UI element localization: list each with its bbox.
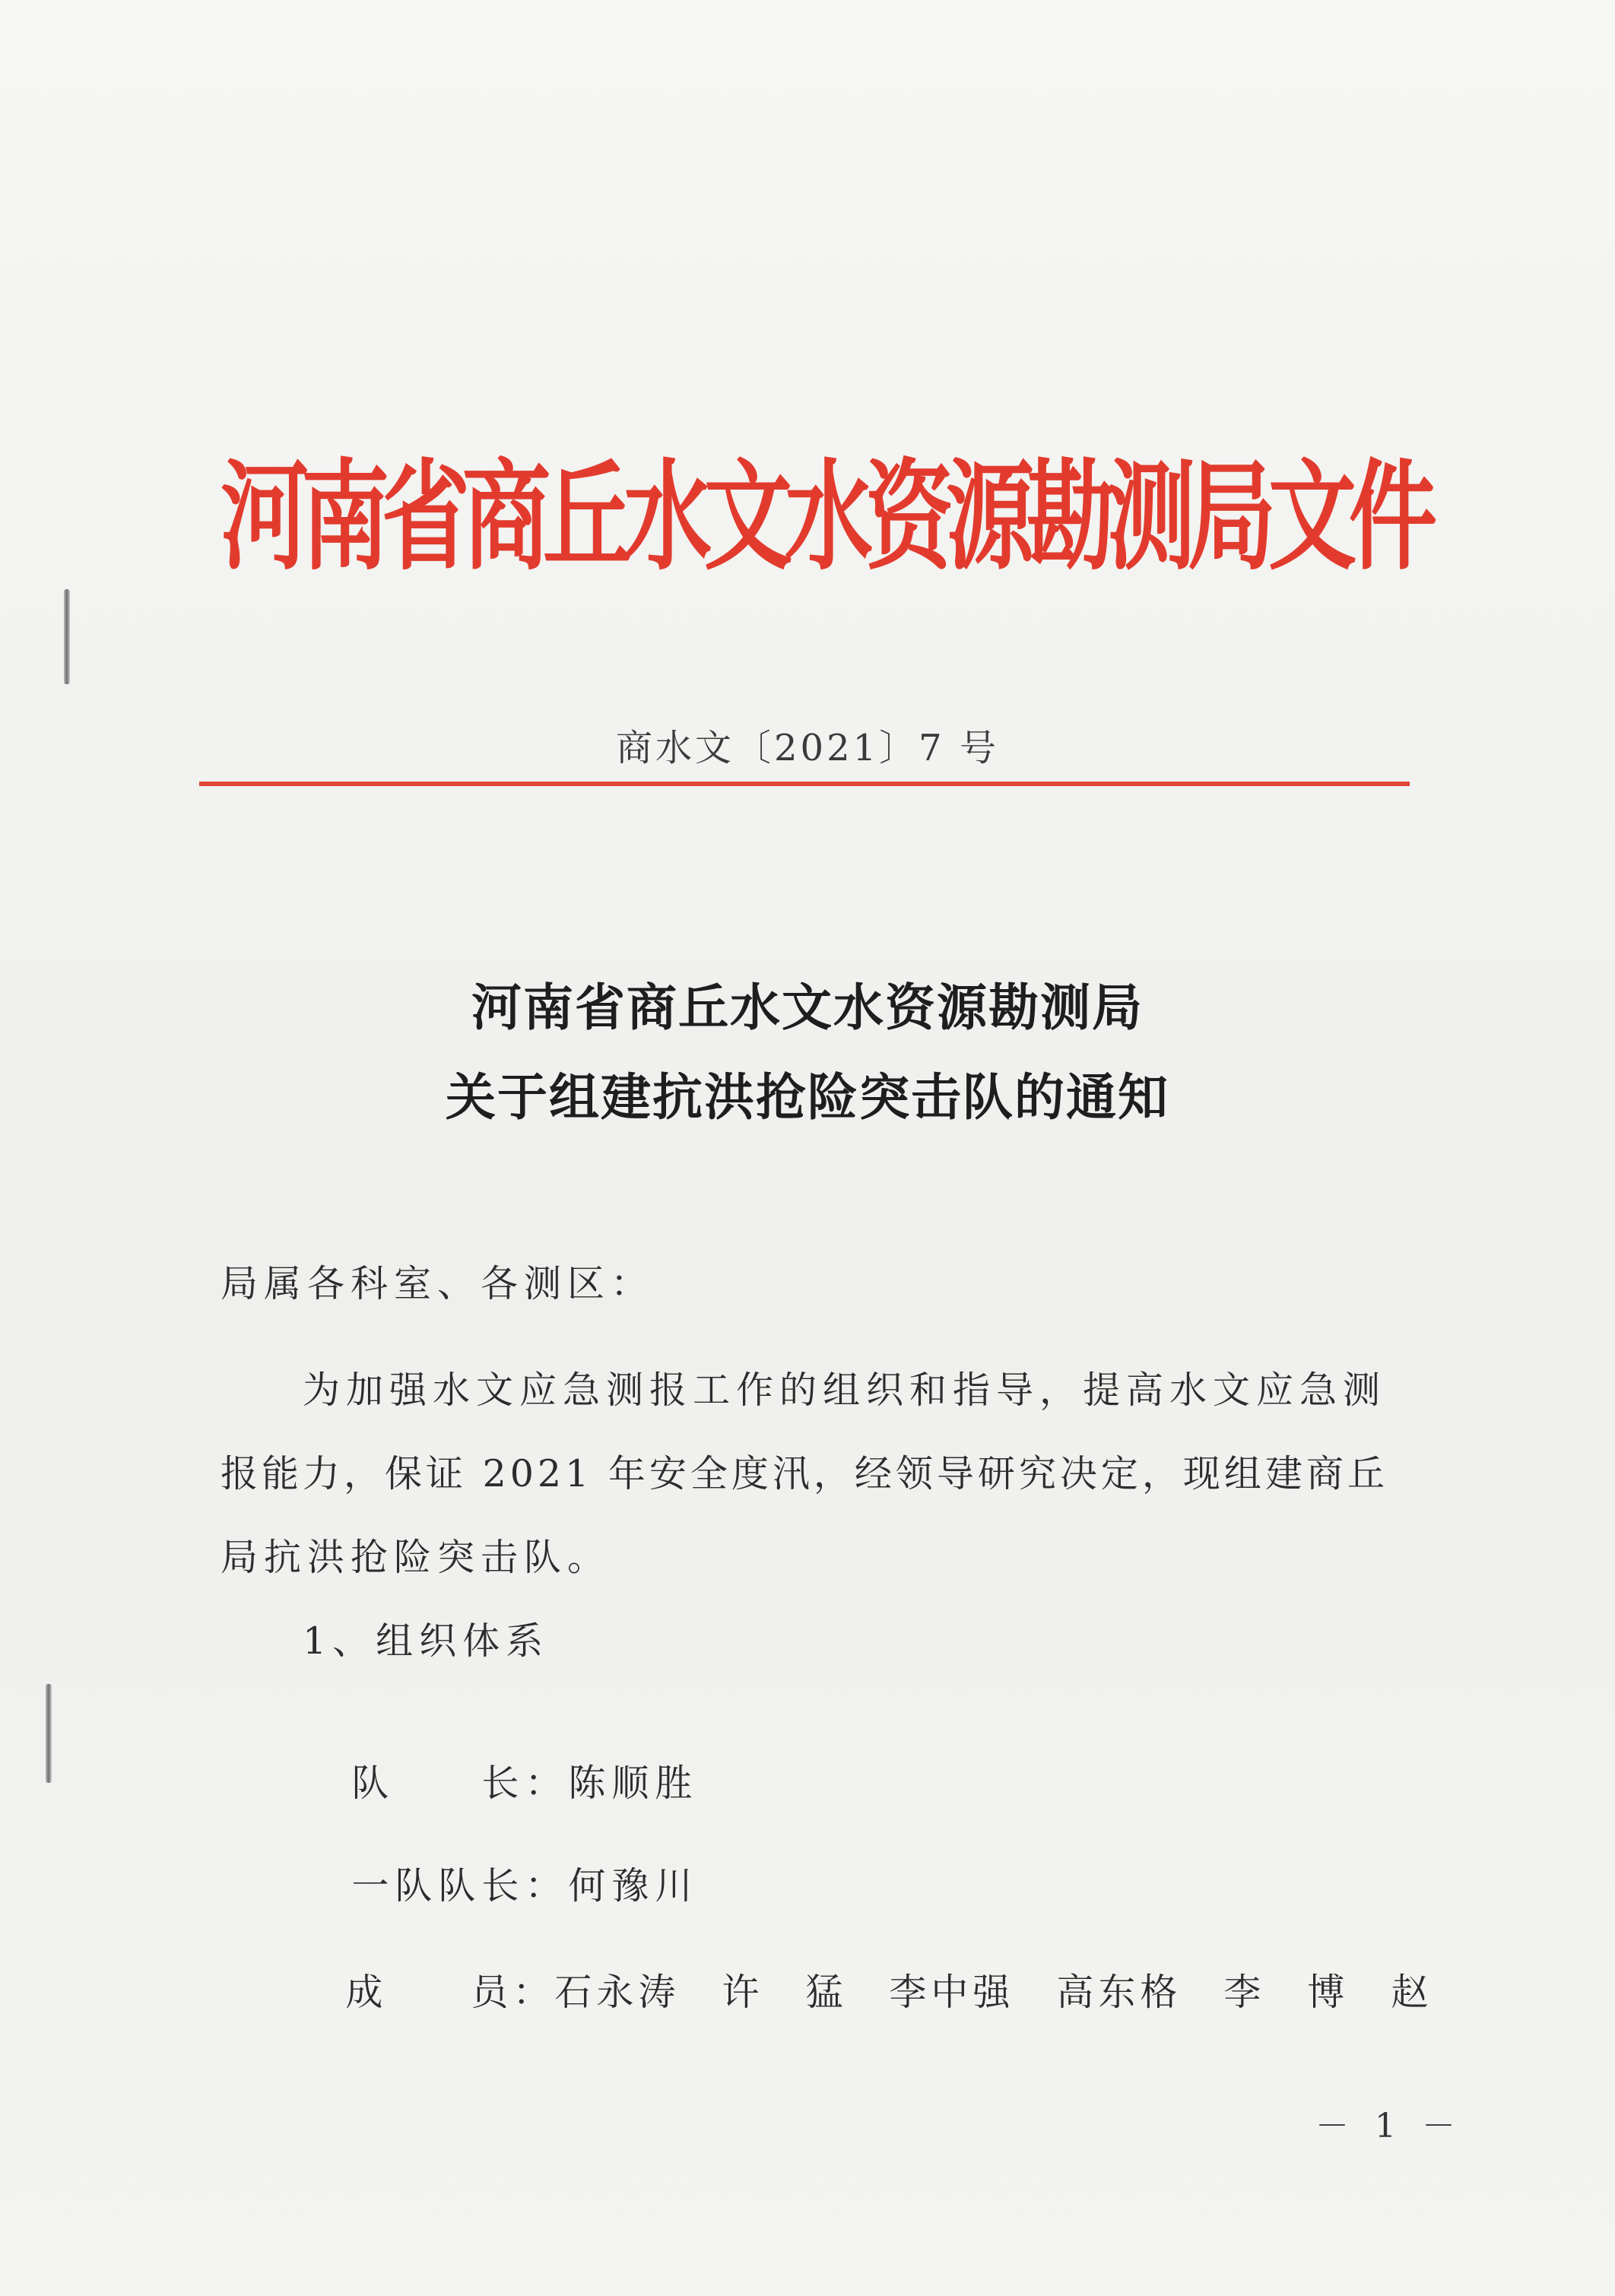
salutation: 局属各科室、各测区：: [221, 1262, 655, 1305]
members-row: [280, 1920, 1433, 2060]
page-number: － 1 －: [1315, 2107, 1463, 2145]
notice-title-line-2: 关于组建抗洪抢险突击队的通知: [446, 1068, 1169, 1127]
paragraph-1-line-3: 局抗洪抢险突击队。: [221, 1536, 611, 1579]
team1-leader-label: 一队队长：: [351, 1864, 569, 1908]
notice-title-line-1: 河南省商丘水文水资源勘测局: [471, 978, 1144, 1037]
leader-name: 陈顺胜: [568, 1762, 699, 1805]
red-separator-line: [199, 782, 1410, 786]
paragraph-1-line-1: 为加强水文应急测报工作的组织和指导，提高水文应急测: [303, 1368, 1387, 1412]
issuer-header-title: 河南省商丘水文水资源勘测局文件: [221, 447, 1429, 587]
members-list: 石永涛 许 猛 李中强 高东格 李 博 赵: [554, 1971, 1433, 2014]
staple-bottom: [46, 1684, 52, 1783]
staple-top: [64, 589, 70, 684]
document-number: 商水文〔2021〕7 号: [616, 727, 999, 769]
team1-leader-name: 何豫川: [568, 1864, 699, 1908]
section-1-heading: 1、组织体系: [303, 1619, 550, 1663]
leader-label: 队 长：: [351, 1762, 569, 1805]
members-label: 成 员：: [345, 1971, 555, 2014]
paragraph-1-line-2: 报能力，保证 2021 年安全度汛，经领导研究决定，现组建商丘: [221, 1452, 1388, 1495]
